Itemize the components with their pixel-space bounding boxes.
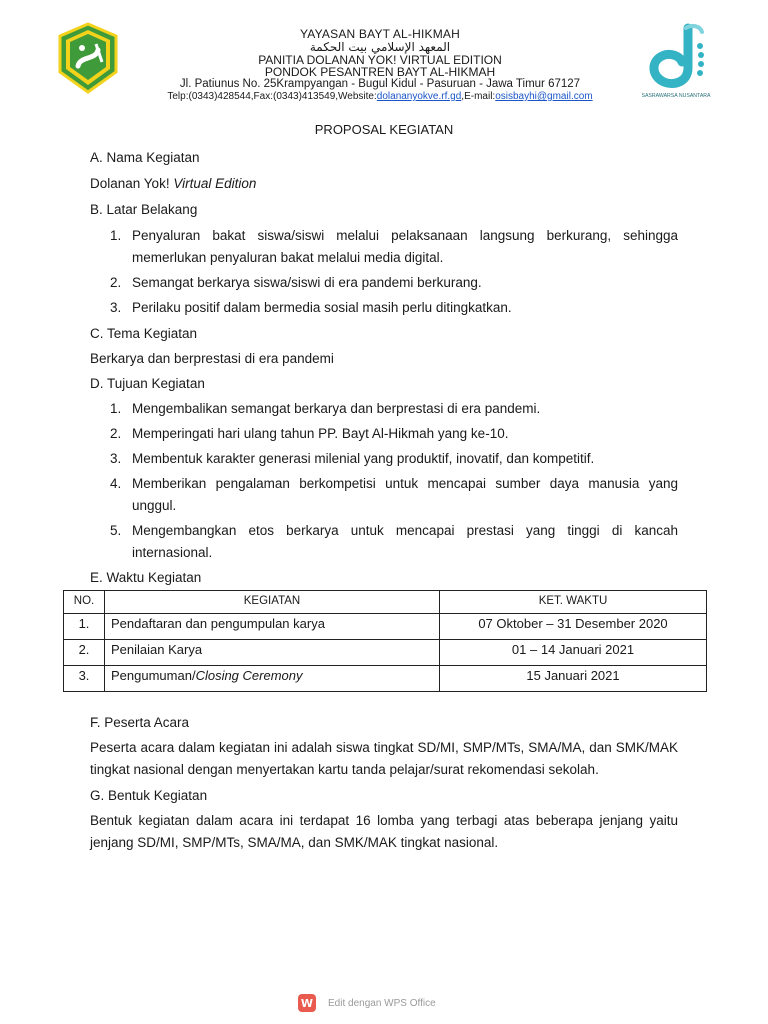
column-header-kegiatan: KEGIATAN	[105, 591, 440, 614]
row-date: 01 – 14 Januari 2021	[440, 640, 707, 666]
column-header-waktu: KET. WAKTU	[440, 591, 707, 614]
page-title: PROPOSAL KEGIATAN	[314, 122, 454, 137]
section-c-heading: C. Tema Kegiatan	[90, 326, 198, 341]
email-link[interactable]: osisbayhi@gmail.com	[495, 91, 593, 102]
row-date: 15 Januari 2021	[440, 666, 707, 692]
email-prefix: ,E-mail:	[461, 91, 496, 102]
list-item	[90, 473, 678, 517]
pesantren-name: PONDOK PESANTREN BAYT AL-HIKMAH	[264, 65, 496, 79]
letterhead	[130, 28, 630, 103]
wps-office-icon: W	[298, 994, 316, 1012]
contact-prefix: Telp:(0343)428544,Fax:(0343)413549,Website:	[167, 91, 377, 102]
table-header-row	[64, 591, 707, 614]
section-e-heading: E. Waktu Kegiatan	[90, 570, 202, 585]
section-c-text: Berkarya dan berprestasi di era pandemi	[90, 351, 334, 366]
list-item-number: 2.	[110, 426, 122, 441]
section-g-heading: G. Bentuk Kegiatan	[90, 788, 208, 803]
activity-text: Penilaian Karya	[111, 642, 203, 657]
event-name-plain: Dolanan Yok!	[90, 176, 174, 191]
objectives-list	[90, 398, 678, 564]
activity-text: Pengumuman/	[111, 668, 196, 683]
right-logo-text: SASRAWARSA NUSANTARA	[641, 93, 711, 99]
event-name-italic: Virtual Edition	[173, 176, 257, 191]
address: Jl. Patiunus No. 25Krampyangan - Bugul Kidul - Pasuruan - Jawa Timur 67127	[179, 78, 581, 90]
section-f-heading: F. Peserta Acara	[90, 715, 190, 730]
list-item	[90, 398, 678, 420]
table-row	[64, 640, 707, 666]
contact-line	[102, 91, 658, 103]
row-number: 1.	[64, 614, 105, 640]
background-list	[90, 225, 678, 319]
list-item	[90, 448, 678, 470]
list-item-text: Semangat berkarya siswa/siswi di era pandemi berkurang.	[132, 275, 482, 290]
row-activity	[105, 614, 440, 640]
list-item-text: Perilaku positif dalam bermedia sosial masih perlu ditingkatkan.	[132, 300, 512, 315]
list-item-number: 2.	[110, 275, 122, 290]
section-g-text: Bentuk kegiatan dalam acara ini terdapat 16 lomba yang terbagi atas beberapa jenjang yaitu jenjang SD/MI, SMP/MTs, SMA/MA, dan SMK/MAK tingkat nasional.	[90, 813, 678, 850]
section-b-heading: B. Latar Belakang	[90, 202, 198, 217]
list-item	[90, 297, 678, 319]
list-item-number: 3.	[110, 451, 122, 466]
watermark-text: Edit dengan WPS Office	[328, 997, 436, 1009]
list-item-text: Membentuk karakter generasi milenial yang produktif, inovatif, dan kompetitif.	[132, 451, 595, 466]
activity-text-italic: Closing Ceremony	[195, 668, 303, 683]
pesantren-logo-icon	[56, 22, 120, 94]
list-item-number: 4.	[110, 476, 122, 491]
list-item-text: Mengembangkan etos berkarya untuk mencapai prestasi yang tinggi di kancah internasional.	[132, 523, 678, 560]
proposal-body	[73, 120, 678, 854]
list-item-number: 1.	[110, 228, 122, 243]
row-number: 3.	[64, 666, 105, 692]
list-item	[90, 225, 678, 269]
arabic-name: المعهد الإسلامي بيت الحكمة	[309, 40, 451, 54]
list-item	[90, 272, 678, 294]
section-a-heading: A. Nama Kegiatan	[90, 150, 200, 165]
list-item-number: 3.	[110, 300, 122, 315]
list-item-text: Penyaluran bakat siswa/siswi melalui pelaksanaan langsung berkurang, sehingga memerlukan penyaluran bakat melalui media digital.	[132, 228, 678, 265]
list-item	[90, 520, 678, 564]
row-activity	[105, 666, 440, 692]
schedule-table	[63, 590, 707, 692]
row-activity	[105, 640, 440, 666]
list-item-text: Memperingati hari ulang tahun PP. Bayt Al-Hikmah yang ke-10.	[132, 426, 509, 441]
column-header-no: NO.	[64, 591, 105, 614]
section-d-heading: D. Tujuan Kegiatan	[90, 376, 205, 391]
sasrawarsa-logo-icon	[636, 22, 716, 100]
list-item-number: 5.	[110, 523, 122, 538]
table-row	[64, 666, 707, 692]
list-item-text: Mengembalikan semangat berkarya dan berprestasi di era pandemi.	[132, 401, 541, 416]
activity-text: Pendaftaran dan pengumpulan karya	[111, 616, 325, 631]
list-item-number: 1.	[110, 401, 122, 416]
wps-watermark	[298, 994, 436, 1012]
row-date: 07 Oktober – 31 Desember 2020	[440, 614, 707, 640]
committee-name: PANITIA DOLANAN YOK! VIRTUAL EDITION	[258, 53, 502, 67]
website-link[interactable]: dolananyokve.rf.gd	[376, 91, 462, 102]
table-row	[64, 614, 707, 640]
foundation-name: YAYASAN BAYT AL-HIKMAH	[299, 27, 460, 41]
section-a-text	[90, 173, 678, 195]
list-item-text: Memberikan pengalaman berkompetisi untuk mencapai sumber daya manusia yang unggul.	[132, 476, 678, 513]
list-item	[90, 423, 678, 445]
row-number: 2.	[64, 640, 105, 666]
section-f-text: Peserta acara dalam kegiatan ini adalah siswa tingkat SD/MI, SMP/MTs, SMA/MA, dan SMK/MAK tingkat nasional dengan menyertakan kartu tanda pelajar/surat rekomendasi sekolah.	[90, 740, 678, 777]
